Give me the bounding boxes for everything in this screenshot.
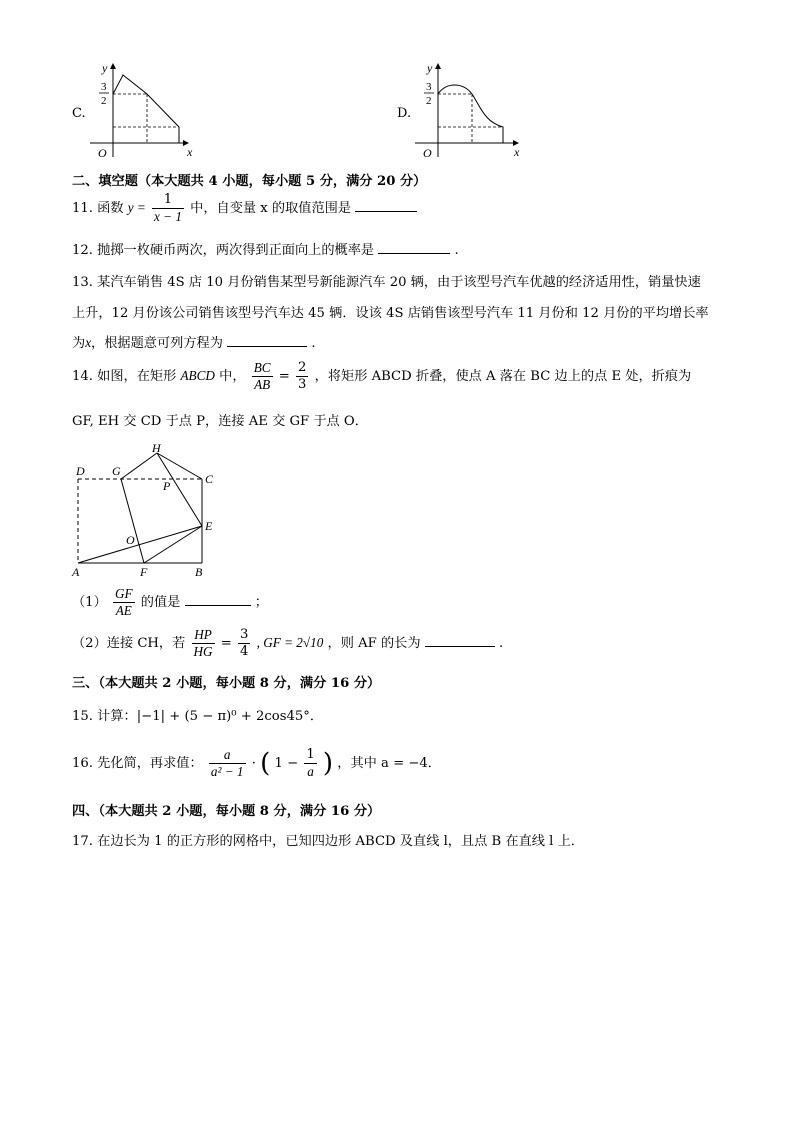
sub1-num: GF [114, 586, 133, 601]
d-y-label: y [427, 61, 433, 75]
q16-left-paren: ( [260, 748, 271, 779]
sub2-answer-blank[interactable] [425, 634, 495, 647]
q12-answer-blank[interactable] [378, 241, 450, 254]
sub2-fraction [192, 627, 215, 660]
question-15: 15. 计算：|−1| + (5 − π)⁰ + 2cos45°． [72, 709, 324, 724]
fold-gf [121, 479, 144, 563]
q11-pre: 11. 函数 [72, 201, 124, 216]
q14-mid: 中， [219, 369, 246, 384]
section-2-title: 二、填空题（本大题共 4 小题，每小题 5 分，满分 20 分） [72, 174, 427, 189]
sub2-gf: , GF = 2√10 [256, 635, 324, 650]
section-3-title: 三、（本大题共 2 小题，每小题 8 分，满分 16 分） [72, 676, 381, 691]
c-y-label: y [102, 61, 108, 75]
graph-c [88, 60, 203, 160]
d-origin-label: O [423, 146, 432, 160]
q11-y-eq: y = [127, 200, 146, 215]
label-e: E [205, 519, 213, 533]
q11-den: x − 1 [154, 209, 182, 224]
c-origin-label: O [98, 146, 107, 160]
sub2-eq: = [220, 636, 232, 651]
q12-text: 12. 抛掷一枚硬币两次，两次得到正面向上的概率是 [72, 243, 375, 258]
section-4-title: 四、（本大题共 2 小题，每小题 8 分，满分 16 分） [72, 804, 381, 819]
segment-ge [121, 479, 202, 526]
sub2-val-num: 3 [240, 627, 249, 642]
d-frac-den: 2 [426, 95, 432, 107]
sub1-pre: （1） [72, 595, 107, 610]
question-17: 17. 在边长为 1 的正方形的网格中，已知四边形 ABCD 及直线 l，且点 B 在直线 l 上． [72, 834, 584, 849]
label-a: A [72, 565, 80, 579]
question-12 [72, 239, 459, 258]
q14-val-num: 2 [298, 360, 307, 375]
sub1-den: AE [115, 603, 132, 618]
question-13-line-3 [72, 332, 316, 351]
q14-den: AB [254, 377, 271, 392]
question-11 [72, 192, 417, 225]
sub2-den: HG [193, 644, 213, 659]
c-frac-num: 3 [101, 81, 107, 93]
segment-ae [78, 526, 202, 563]
q16-fraction [209, 747, 246, 780]
option-d-label: D. [397, 106, 412, 121]
sub2-post: ，则 AF 的长为 [327, 636, 421, 651]
label-o: O [126, 533, 135, 547]
q16-den: a² − 1 [210, 764, 244, 779]
q11-answer-blank[interactable] [355, 199, 417, 212]
question-14-line-1 [72, 360, 691, 393]
sub2-pre: （2）连接 CH，若 [72, 636, 186, 651]
q14-post: ，将矩形 ABCD 折叠，使点 A 落在 BC 边上的点 E 处，折痕为 [314, 369, 692, 384]
c-curve [113, 75, 179, 143]
q13-end: . [311, 336, 316, 351]
label-h: H [152, 442, 161, 455]
q16-inner-fraction [304, 747, 316, 780]
q14-ratio-fraction [252, 360, 273, 393]
label-p: P [163, 479, 171, 493]
option-c-label: C. [72, 106, 86, 121]
question-13-line-1: 13. 某汽车销售 4S 店 10 月份销售某型号新能源汽车 20 辆，由于该型号汽车优越的经济适用性，销量快速 [72, 275, 701, 290]
sub2-val-den: 4 [240, 644, 249, 659]
q14-sub-2 [72, 627, 503, 660]
q14-pre: 14. 如图，在矩形 [72, 369, 177, 384]
q12-end: . [454, 243, 459, 258]
label-c: C [205, 472, 214, 486]
q13-x: x [85, 335, 92, 350]
segment-gh [121, 453, 157, 479]
q16-inner-one: 1 − [274, 756, 299, 771]
q14-num: BC [253, 360, 271, 375]
segment-fe [144, 526, 202, 563]
q16-num: a [209, 747, 246, 764]
q16-inner-num: 1 [306, 747, 315, 762]
q11-post: 中，自变量 x 的取值范围是 [190, 201, 352, 216]
q16-dot: · [251, 756, 256, 771]
sub1-post: 的值是 [140, 595, 181, 610]
question-16 [72, 747, 441, 780]
c-frac-den: 2 [101, 95, 107, 107]
q13-line3-b: ，根据题意可列方程为 [91, 336, 223, 351]
q14-val-den: 3 [298, 377, 307, 392]
segment-hc [157, 453, 202, 479]
q14-sub-1 [72, 586, 268, 619]
c-x-label: x [187, 145, 193, 159]
q14-rect: ABCD [180, 368, 215, 383]
q11-fraction [152, 192, 184, 225]
q14-geometry-figure [70, 442, 220, 582]
sub1-end: ； [254, 595, 268, 610]
label-b: B [195, 565, 203, 579]
q13-answer-blank[interactable] [227, 334, 307, 347]
d-frac-num: 3 [426, 81, 432, 93]
sub2-value-fraction [238, 627, 250, 660]
q14-eq: = [278, 369, 290, 384]
sub1-fraction [113, 586, 135, 619]
q16-pre: 16. 先化简，再求值： [72, 756, 203, 771]
label-f: F [140, 565, 148, 579]
q13-line3-a: 为 [72, 336, 86, 351]
sub1-answer-blank[interactable] [185, 593, 251, 606]
question-13-line-2: 上升，12 月份该公司销售该型号汽车达 45 辆．设该 4S 店销售该型号汽车 11 月份和 12 月份的平均增长率 [72, 306, 709, 321]
graph-d [413, 60, 528, 160]
question-14-line-2: GF, EH 交 CD 于点 P，连接 AE 交 GF 于点 O． [72, 414, 368, 429]
label-g: G [112, 464, 121, 478]
q11-num: 1 [152, 192, 184, 209]
q16-right-paren: ) [322, 748, 334, 779]
label-d: D [76, 464, 85, 478]
q14-value-fraction [296, 360, 308, 393]
sub2-end: . [498, 636, 504, 651]
q16-inner-den: a [307, 764, 314, 779]
sub2-num: HP [192, 627, 215, 644]
q16-post: ，其中 a = −4． [337, 756, 441, 771]
d-x-label: x [514, 145, 520, 159]
